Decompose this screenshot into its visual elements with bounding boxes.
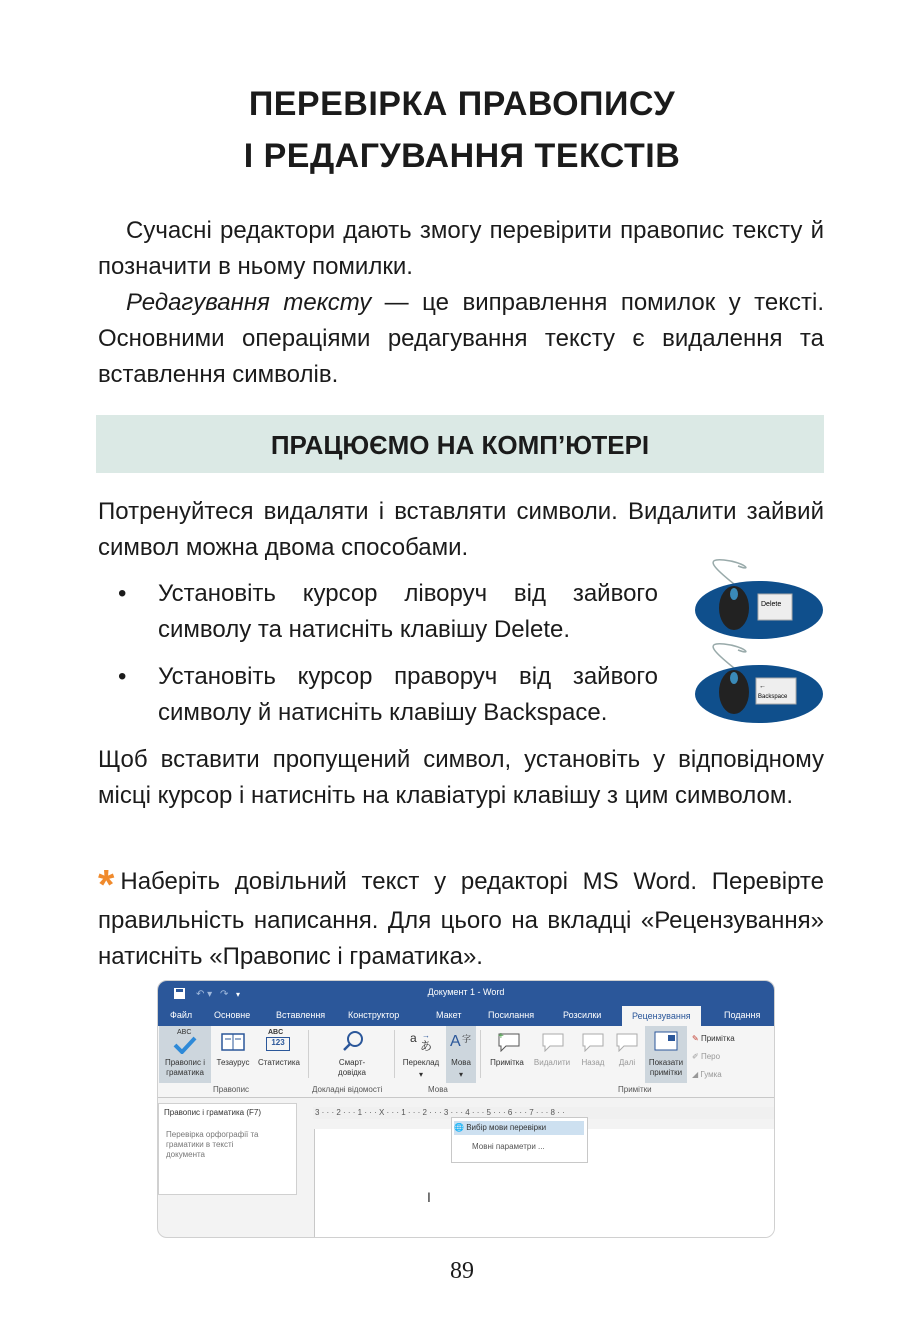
new-comment-icon	[497, 1032, 521, 1052]
tooltip-text: Перевірка орфографії та граматики в тексті документа	[166, 1130, 259, 1159]
practice-paragraph: Потренуйтеся видаляти і вставляти символи. Видалити зайвий символ можна двома способами.	[98, 498, 824, 561]
menu-item-set-proofing-language[interactable]: 🌐 Вибір мови перевірки	[454, 1121, 584, 1135]
abc-icon-label: ABC	[177, 1029, 192, 1036]
tooltip-title: Правопис і граматика (F7)	[164, 1108, 262, 1117]
tab-layout[interactable]: Макет	[436, 1010, 462, 1020]
pen-icon: ✐	[692, 1052, 699, 1061]
title-line-1: ПЕРЕВІРКА ПРАВОПИСУ	[248, 85, 676, 123]
bullet-delete: Установіть курсор ліворуч від зайвого символу та натисніть клавішу Delete.	[158, 580, 658, 643]
tab-view[interactable]: Подання	[724, 1010, 761, 1020]
bullet-marker: •	[118, 580, 127, 607]
svg-text:A: A	[450, 1033, 461, 1050]
menu-item-language-preferences[interactable]: Мовні параметри ...	[472, 1142, 545, 1151]
tab-references[interactable]: Посилання	[488, 1010, 535, 1020]
comment-small-icon: ✎	[692, 1034, 699, 1043]
tab-file[interactable]: Файл	[170, 1010, 193, 1020]
next-comment-button[interactable]: Далі	[612, 1026, 642, 1083]
window-title: Документ 1 - Word	[427, 987, 505, 997]
section-banner: ПРАЦЮЄМО НА КОМП’ЮТЕРІ	[96, 415, 824, 473]
comment-small-button[interactable]: ✎ Примітка	[692, 1034, 735, 1043]
tab-home[interactable]: Основне	[214, 1010, 251, 1020]
thesaurus-icon	[221, 1032, 245, 1052]
bullet-backspace: Установіть курсор праворуч від зайвого символу й натисніть клавішу Backspace.	[158, 663, 658, 726]
language-button[interactable]: A 字 Мова ▾	[446, 1026, 476, 1083]
group-language: Мова	[428, 1085, 448, 1094]
horizontal-ruler[interactable]: 3 · · · 2 · · · 1 · · · X · · · 1 · · · 2 · · · 3 · · · 4 · · · 5 · · · 6 · · · 7 · · · 8 · ·	[313, 1107, 774, 1119]
tab-mailings[interactable]: Розсилки	[563, 1010, 602, 1020]
previous-comment-button[interactable]: Назад	[575, 1026, 611, 1083]
delete-comment-icon	[541, 1032, 565, 1052]
page-title	[0, 78, 924, 182]
svg-text:→: →	[422, 1031, 430, 1040]
svg-text:←: ←	[759, 683, 766, 690]
svg-text:字: 字	[462, 1034, 472, 1044]
show-comments-button[interactable]: Показати примітки	[645, 1026, 687, 1083]
pen-button[interactable]: ✐ Перо	[692, 1052, 721, 1061]
spelling-grammar-button[interactable]: ABC Правопис і граматика	[159, 1026, 211, 1083]
key-backspace-label: Backspace	[758, 694, 788, 700]
svg-text:▾: ▾	[236, 990, 241, 999]
ribbon-group-labels	[158, 1083, 774, 1098]
intro-paragraph-2: Редагування тексту — це виправлення помилок у тексті. Основними операціями редагування тексту є видалення та вставлення символів.	[98, 289, 825, 388]
svg-text:あ: あ	[420, 1039, 433, 1052]
mouse-delete-icon	[694, 558, 824, 640]
previous-comment-icon	[581, 1032, 605, 1052]
spelling-tooltip	[158, 1103, 297, 1195]
tab-review[interactable]: Рецензування	[622, 1006, 701, 1026]
thesaurus-button[interactable]: Тезаурус	[213, 1026, 253, 1083]
tab-insert[interactable]: Вставлення	[276, 1010, 326, 1020]
svg-text:+: +	[498, 1032, 504, 1042]
language-menu	[451, 1117, 588, 1163]
translate-icon	[410, 1030, 434, 1052]
key-delete-label: Delete	[761, 601, 782, 608]
stats-123-icon: 123	[266, 1037, 290, 1051]
task-paragraph: * Наберіть довільний текст у редакторі MS Word. Перевірте правильність написання. Для цього на вкладці «Рецензування» натисніть «Правопис і граматика».	[98, 861, 824, 970]
translate-button[interactable]: a あ → Переклад ▾	[402, 1031, 440, 1079]
star-icon: *	[98, 861, 115, 908]
group-insights: Докладні відомості	[312, 1085, 383, 1094]
word-count-button[interactable]: ABC 123 Статистика	[257, 1029, 300, 1067]
title-line-2: І РЕДАГУВАННЯ ТЕКСТІВ	[243, 137, 681, 175]
globe-check-icon: 🌐	[454, 1123, 464, 1132]
language-icon	[450, 1030, 474, 1052]
insert-paragraph: Щоб вставити пропущений символ, установіть у відповідному місці курсор і натисніть на клавіатурі клавішу з цим символом.	[98, 746, 824, 809]
group-spelling: Правопис	[213, 1085, 250, 1094]
search-icon	[342, 1030, 364, 1052]
next-comment-icon	[615, 1032, 639, 1052]
svg-text:↶ ▾: ↶ ▾	[196, 989, 213, 1000]
svg-text:↷: ↷	[220, 989, 229, 1000]
word-screenshot	[157, 980, 775, 1238]
show-comments-icon	[654, 1030, 678, 1052]
intro-paragraph-1: Сучасні редактори дають змогу перевірити правопис тексту й позначити в ньому помилки.	[98, 217, 824, 280]
smart-lookup-button[interactable]: Смарт-довідка	[326, 1026, 378, 1083]
group-comments: Примітки	[618, 1085, 652, 1094]
page-number: 89	[450, 1258, 474, 1284]
bullet-marker: •	[118, 663, 127, 690]
text-cursor: I	[427, 1189, 431, 1205]
spelling-check-icon	[173, 1036, 197, 1054]
ribbon-review	[158, 1026, 774, 1084]
svg-text:a: a	[410, 1031, 417, 1045]
ribbon-tabs	[158, 1006, 774, 1026]
word-title-bar	[158, 981, 774, 1006]
delete-comment-button[interactable]: Видалити	[531, 1026, 573, 1083]
eraser-icon: ◢	[692, 1070, 699, 1079]
eraser-button[interactable]: ◢ Гумка	[692, 1070, 722, 1079]
tab-design[interactable]: Конструктор	[348, 1010, 400, 1020]
term-editing: Редагування тексту	[126, 289, 372, 316]
new-comment-button[interactable]: + Примітка	[490, 1032, 524, 1067]
abc-icon-label: ABC	[268, 1029, 284, 1036]
mouse-backspace-icon	[694, 642, 824, 724]
